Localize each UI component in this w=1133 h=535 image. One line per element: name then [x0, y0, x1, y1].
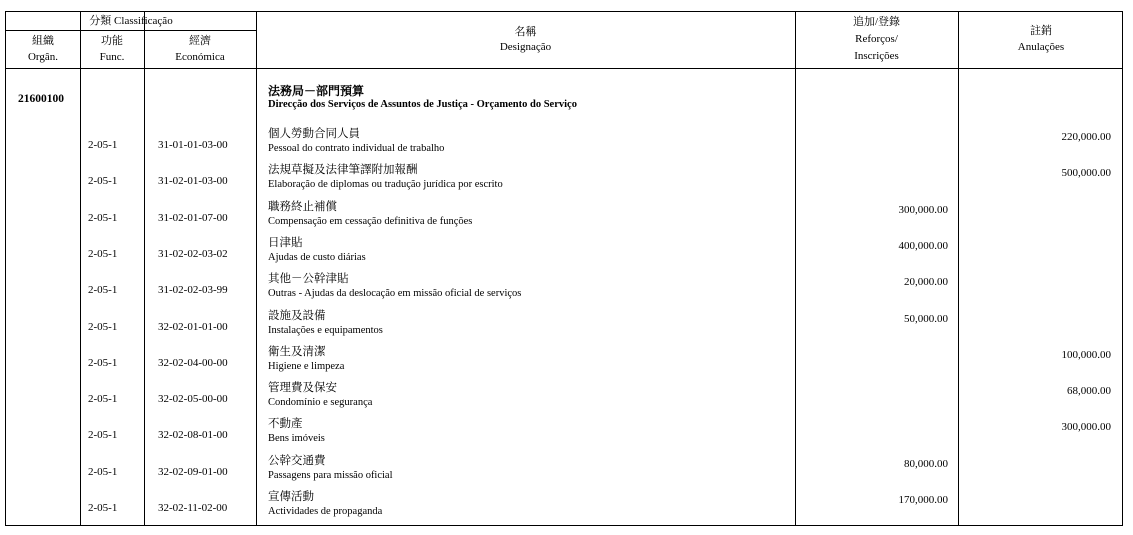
row-func-code: 2-05-1	[88, 429, 118, 442]
row-reinforcement: 400,000.00	[898, 239, 948, 252]
header-org-pt: Orgân.	[27, 51, 59, 63]
col-divider	[795, 12, 796, 525]
row-econ-code: 32-02-05-00-00	[158, 393, 228, 406]
organ-title-zh: 法務局－部門預算	[268, 84, 365, 98]
row-func-code: 2-05-1	[88, 502, 118, 514]
header-designation-zh: 名稱	[514, 26, 537, 38]
row-reinforcement: 20,000.00	[904, 276, 948, 289]
row-annulment: 100,000.00	[1061, 348, 1111, 361]
row-func-code: 2-05-1	[88, 393, 118, 406]
row-econ-code: 32-02-01-01-00	[158, 320, 228, 333]
row-designation-zh: 不動產	[268, 418, 303, 431]
header-bottom-rule	[6, 68, 1122, 69]
row-func-code: 2-05-1	[88, 139, 118, 151]
row-designation-zh: 衛生及清潔	[268, 345, 326, 358]
header-designation-pt: Designação	[499, 41, 552, 53]
header-org-zh: 組織	[32, 35, 54, 47]
row-func-code: 2-05-1	[88, 211, 118, 224]
header-reinforcements-pt2: Inscrições	[854, 50, 899, 62]
row-annulment: 220,000.00	[1061, 131, 1111, 143]
header-annulments-zh: 註銷	[1030, 25, 1052, 37]
header-econ-zh: 經濟	[189, 35, 211, 47]
row-func-code: 2-05-1	[88, 247, 118, 260]
header-annulments-pt: Anulações	[1017, 41, 1065, 53]
header-reinforcements-pt1: Reforços/	[855, 33, 898, 45]
row-designation-pt: Higiene e limpeza	[268, 360, 345, 372]
row-annulment: 500,000.00	[1061, 167, 1111, 180]
row-designation-zh: 其他－公幹津貼	[268, 273, 349, 286]
col-divider	[958, 12, 959, 525]
row-reinforcement: 80,000.00	[904, 457, 948, 470]
header-classification: 分類 Classificação	[89, 15, 173, 27]
row-annulment: 300,000.00	[1061, 421, 1111, 434]
row-func-code: 2-05-1	[88, 284, 118, 297]
row-econ-code: 32-02-09-01-00	[158, 465, 228, 478]
row-designation-pt: Compensação em cessação definitiva de funções	[268, 215, 473, 227]
row-designation-zh: 宣傳活動	[268, 491, 314, 503]
row-econ-code: 31-02-02-03-99	[158, 284, 228, 297]
col-divider	[256, 12, 257, 525]
row-designation-zh: 法規草擬及法律筆譯附加報酬	[268, 164, 418, 177]
header-func-zh: 功能	[101, 35, 123, 47]
row-designation-pt: Condomínio e segurança	[268, 397, 373, 409]
budget-table	[5, 11, 1123, 526]
row-designation-zh: 管理費及保安	[268, 382, 337, 395]
header-econ-pt: Económica	[175, 51, 225, 63]
row-designation-pt: Pessoal do contrato individual de trabalho	[268, 143, 445, 154]
header-divider	[6, 30, 256, 31]
row-reinforcement: 50,000.00	[904, 312, 948, 325]
row-func-code: 2-05-1	[88, 320, 118, 333]
row-designation-pt: Elaboração de diplomas ou tradução jurídica por escrito	[268, 179, 503, 191]
row-designation-pt: Ajudas de custo diárias	[268, 251, 366, 263]
col-divider	[80, 12, 81, 525]
col-divider	[144, 12, 145, 525]
row-designation-zh: 個人勞動合同人員	[268, 128, 360, 140]
row-designation-pt: Outras - Ajudas da deslocação em missão oficial de serviços	[268, 288, 522, 300]
row-econ-code: 31-02-01-03-00	[158, 175, 228, 188]
header-func-pt: Func.	[99, 51, 125, 63]
row-reinforcement: 300,000.00	[898, 203, 948, 216]
row-econ-code: 31-02-02-03-02	[158, 247, 228, 260]
row-annulment: 68,000.00	[1067, 385, 1111, 398]
row-econ-code: 32-02-04-00-00	[158, 356, 228, 369]
row-econ-code: 31-01-01-03-00	[158, 139, 228, 151]
row-func-code: 2-05-1	[88, 356, 118, 369]
organ-title-pt: Direcção dos Serviços de Assuntos de Justiça - Orçamento do Serviço	[268, 99, 577, 110]
row-designation-pt: Passagens para missão oficial	[268, 469, 393, 481]
row-designation-pt: Instalações e equipamentos	[268, 324, 383, 336]
row-econ-code: 32-02-08-01-00	[158, 429, 228, 442]
organ-code: 21600100	[18, 93, 64, 105]
row-func-code: 2-05-1	[88, 465, 118, 478]
row-designation-pt: Actividades de propaganda	[268, 506, 383, 517]
row-designation-zh: 設施及設備	[268, 309, 326, 322]
row-func-code: 2-05-1	[88, 175, 118, 188]
row-designation-pt: Bens imóveis	[268, 433, 325, 445]
row-designation-zh: 公幹交通費	[268, 454, 326, 467]
header-reinforcements-zh: 追加/登錄	[852, 16, 901, 28]
row-econ-code: 32-02-11-02-00	[158, 502, 228, 514]
row-designation-zh: 職務終止補償	[268, 200, 337, 213]
row-reinforcement: 170,000.00	[898, 494, 948, 506]
row-designation-zh: 日津貼	[268, 236, 303, 249]
row-econ-code: 31-02-01-07-00	[158, 211, 228, 224]
